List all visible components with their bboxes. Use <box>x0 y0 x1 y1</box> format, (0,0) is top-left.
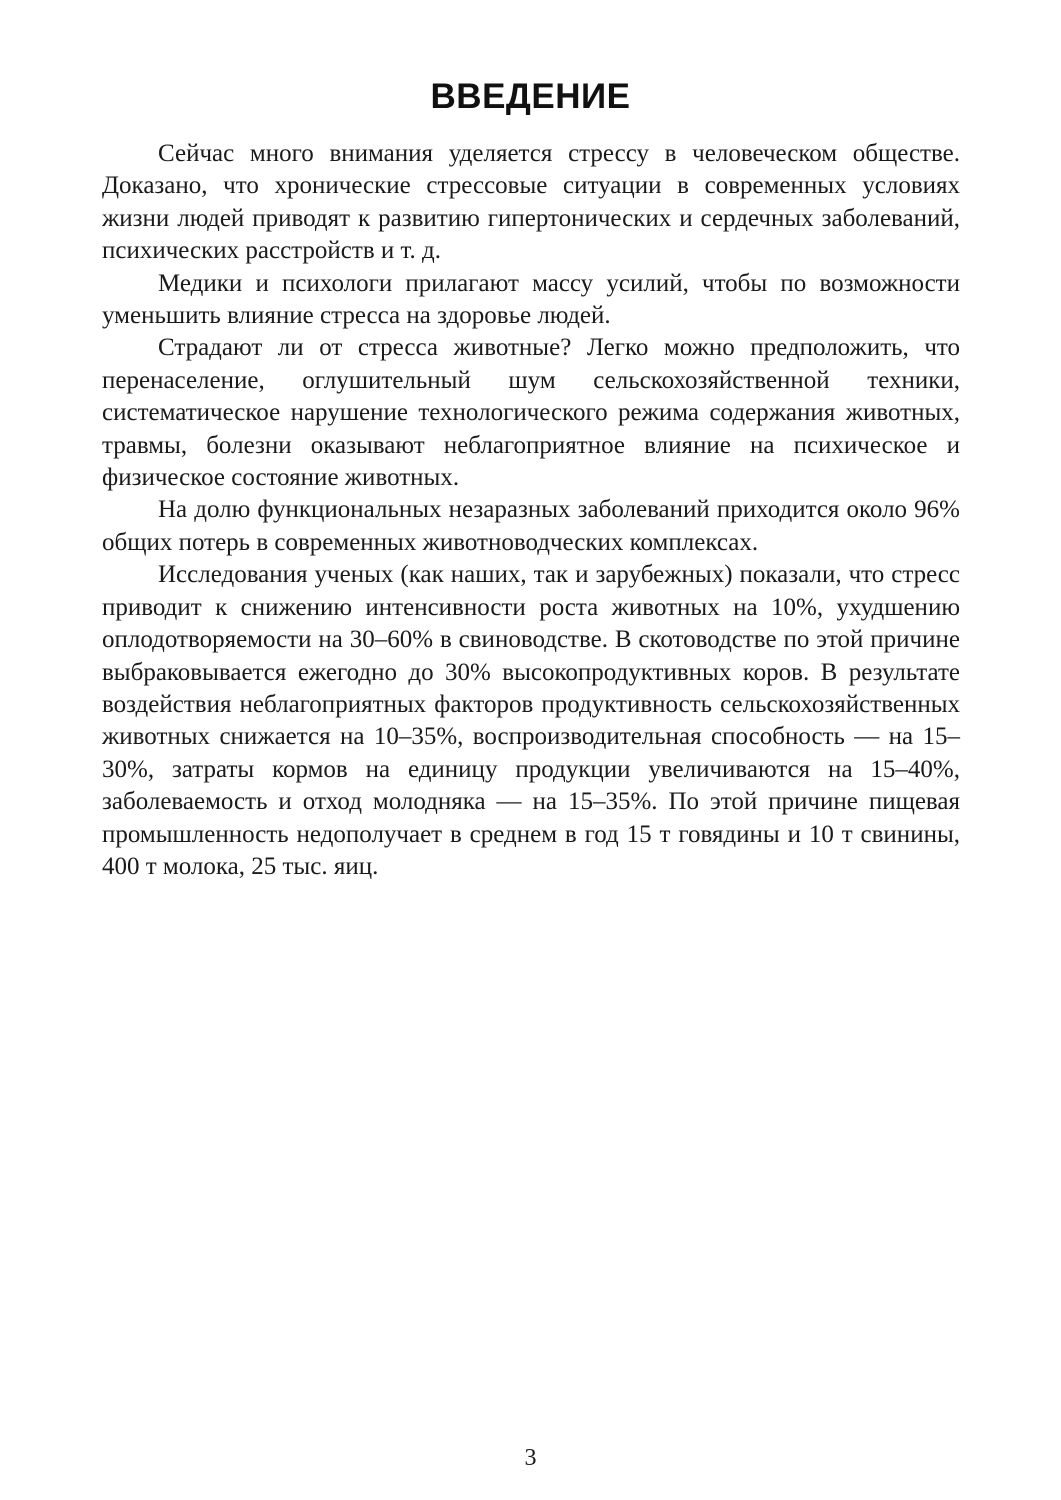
page-title: ВВЕДЕНИЕ <box>430 77 631 116</box>
page-number: 3 <box>524 1445 537 1471</box>
paragraph-2: Медики и психологи прилагают массу усилий, чтобы по возможности уменьшить влияние стресса на здоровье людей. <box>102 269 960 330</box>
paragraph-4: На долю функциональных незаразных заболеваний приходится около 96% общих потерь в современных животноводческих комплексах. <box>102 496 960 556</box>
paragraph-1: Сейчас много внимания уделяется стрессу в человеческом обществе. Доказано, что хронические стрессовые ситуации в современных условиях жизни людей приводят к развитию гипертонических и сердечных заболеваний, психических расстройств и т. д. <box>102 140 960 265</box>
paragraph-5: Исследования ученых (как наших, так и зарубежных) показали, что стресс приводит к снижению интенсивности роста животных на 10%, ухудшению оплодотворяемости на 30–60% в свиноводстве. В скотоводстве по этой причине выбраковывается ежегодно до 30% высокопродуктивных коров. В результате воздействия неблагоприятных факторов продуктивность сельскохозяйственных животных снижается на 10–35%, воспроизводительная способность — на 15–30%, затраты кормов на единицу продукции увеличиваются на 15–40%, заболеваемость и отход молодняка — на 15–35%. По этой причине пищевая промышленность недополучает в среднем в год 15 т говядины и 10 т свинины, 400 т молока, 25 тыс. яиц. <box>102 561 960 880</box>
paragraph-3: Страдают ли от стресса животные? Легко можно предположить, что перенаселение, оглушительный шум сельскохозяйственной техники, систематическое нарушение технологического режима содержания животных, травмы, болезни оказывают неблагоприятное влияние на психическое и физическое состояние животных. <box>102 334 960 492</box>
body-text <box>102 138 960 883</box>
